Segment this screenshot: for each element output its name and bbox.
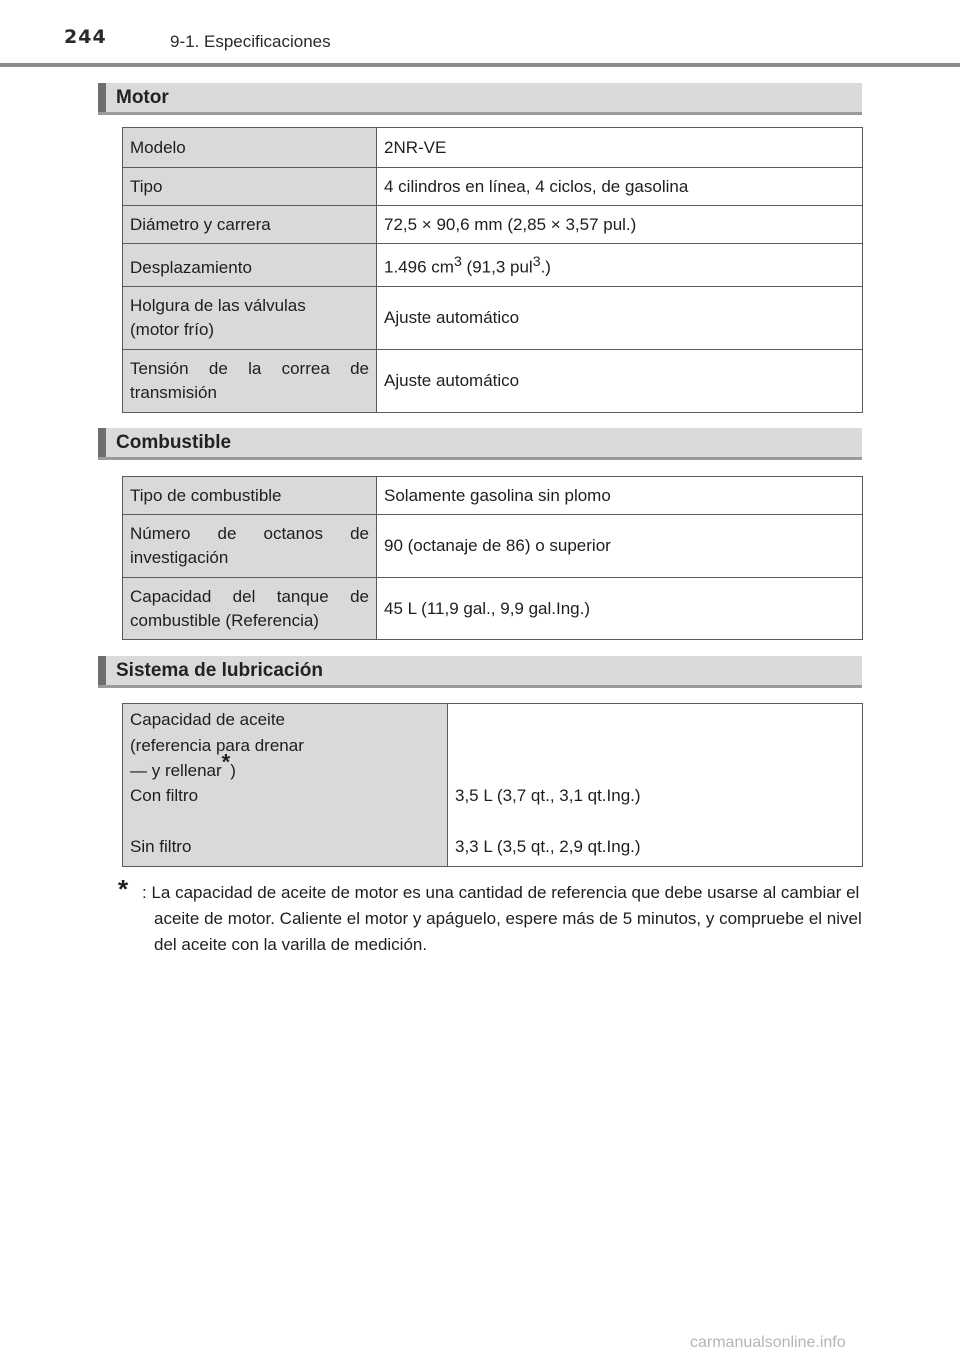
spec-key: Tipo xyxy=(123,168,377,206)
spec-value xyxy=(377,244,863,287)
section-heading-combustible xyxy=(98,428,862,460)
table-row xyxy=(123,704,863,867)
sin-filtro-label: Sin filtro xyxy=(130,837,192,856)
heading-label: Combustible xyxy=(116,432,232,453)
spec-value: Ajuste automático xyxy=(377,350,863,413)
spec-value: Ajuste automático xyxy=(377,287,863,350)
table-row xyxy=(123,287,863,350)
heading-bar xyxy=(98,428,106,457)
key-text: ) xyxy=(230,761,236,780)
table-row xyxy=(123,477,863,515)
key-text: — y rellenar xyxy=(130,761,222,780)
spec-key xyxy=(123,350,377,413)
section-heading-motor xyxy=(98,83,862,115)
con-filtro-value: 3,5 L (3,7 qt., 3,1 qt.Ing.) xyxy=(455,786,641,805)
key-line: (referencia para drenar xyxy=(130,736,304,755)
lubricacion-table xyxy=(122,703,863,867)
key-line: transmisión xyxy=(130,383,217,402)
spec-key xyxy=(123,704,448,867)
spec-value: 4 cilindros en línea, 4 ciclos, de gasolina xyxy=(377,168,863,206)
table-row xyxy=(123,350,863,413)
superscript: 3 xyxy=(532,254,541,271)
motor-table xyxy=(122,127,863,413)
spec-key: Diámetro y carrera xyxy=(123,206,377,244)
key-line: Capacidad del tanque de xyxy=(130,586,369,606)
table-row xyxy=(123,515,863,578)
key-line xyxy=(130,749,236,783)
footnote-text: : La capacidad de aceite de motor es una cantidad de referencia que debe usarse al cambiar el aceite de motor. Caliente el motor y apáguelo, espere más de 5 minutos, y compruebe el nivel del aceite con la varilla de medición. xyxy=(142,883,862,954)
spec-value: 2NR-VE xyxy=(377,128,863,168)
value-part: .) xyxy=(540,257,551,277)
heading-bar xyxy=(98,656,106,685)
table-row xyxy=(123,244,863,287)
footnote-marker: * xyxy=(118,874,129,904)
spec-value xyxy=(448,704,863,867)
table-row xyxy=(123,128,863,168)
spec-value: 72,5 × 90,6 mm (2,85 × 3,57 pul.) xyxy=(377,206,863,244)
spec-key xyxy=(123,515,377,578)
combustible-table xyxy=(122,476,863,640)
table-row xyxy=(123,206,863,244)
key-line: investigación xyxy=(130,548,229,567)
heading-bar xyxy=(98,83,106,112)
key-line: combustible (Referencia) xyxy=(130,610,319,630)
con-filtro-label: Con filtro xyxy=(130,786,199,805)
page-header xyxy=(0,0,960,70)
key-line: Tensión de la correa de xyxy=(130,359,369,378)
sin-filtro-value: 3,3 L (3,5 qt., 2,9 qt.Ing.) xyxy=(455,837,641,856)
spec-key: Modelo xyxy=(123,128,377,168)
header-rule xyxy=(0,63,960,67)
spec-key xyxy=(123,287,377,350)
spec-key: Tipo de combustible xyxy=(123,477,377,515)
key-line: Holgura de las válvulas xyxy=(130,296,306,315)
chapter-title: 9-1. Especificaciones xyxy=(170,32,331,51)
section-heading-lubricacion xyxy=(98,656,862,688)
heading-label: Sistema de lubricación xyxy=(116,660,323,681)
oil-value-block xyxy=(455,704,855,866)
footnote xyxy=(118,874,863,958)
value-part: (91,3 pul xyxy=(461,257,533,277)
table-row xyxy=(123,168,863,206)
spec-key: Desplazamiento xyxy=(123,244,377,287)
superscript: 3 xyxy=(453,254,462,271)
table-row xyxy=(123,578,863,640)
value-part: 1.496 cm xyxy=(384,257,454,277)
spec-value: Solamente gasolina sin plomo xyxy=(377,477,863,515)
watermark: carmanualsonline.info xyxy=(690,1334,846,1351)
key-line: Capacidad de aceite xyxy=(130,710,286,729)
spec-value: 90 (octanaje de 86) o superior xyxy=(377,515,863,578)
spec-key xyxy=(123,578,377,640)
spec-value: 45 L (11,9 gal., 9,9 gal.Ing.) xyxy=(377,578,863,640)
key-line: (motor frío) xyxy=(130,320,215,339)
heading-label: Motor xyxy=(116,87,169,108)
footnote-marker: * xyxy=(221,749,231,775)
oil-key-block xyxy=(130,704,440,866)
key-line: Número de octanos de xyxy=(130,524,369,543)
page-number: 244 xyxy=(64,26,107,48)
